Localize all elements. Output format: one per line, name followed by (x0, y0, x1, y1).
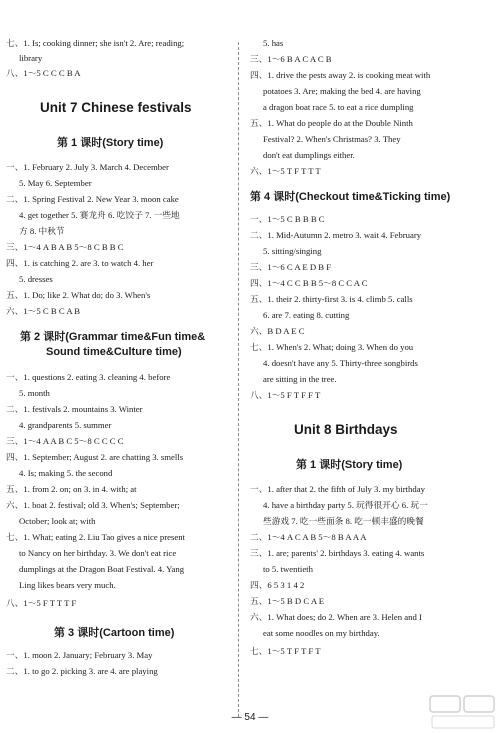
answer-line: library (19, 53, 43, 63)
answer-line: 三、1. are; parents' 2. birthdays 3. eating 4. wants (250, 548, 425, 558)
answer-line: 二、1. Mid-Autumn 2. metro 3. wait 4. February (250, 230, 422, 240)
answer-line: 二、1. Spring Festival 2. New Year 3. moon cake (6, 194, 179, 204)
answer-line: are sitting in the tree. (263, 374, 337, 384)
lesson-heading: 第 1 课时(Story time) (296, 459, 403, 471)
answer-line: 八、1～5 C C C B A (6, 68, 81, 78)
lesson-heading: 第 1 课时(Story time) (57, 137, 164, 149)
answer-line: 三、1～6 B A C A C B (250, 54, 332, 64)
answer-line: October; look at; with (19, 516, 96, 526)
page-number: — 54 — (231, 712, 269, 723)
answer-line: 一、1～5 C B B B C (250, 214, 325, 224)
answer-line: 四、1. is catching 2. are 3. to watch 4. her (6, 258, 154, 268)
answer-line: 六、1. boat 2. festival; old 3. When's; September; (6, 500, 180, 510)
answer-line: 5. May 6. September (19, 178, 92, 188)
answer-line: 些游戏 7. 吃一些面条 8. 吃一顿丰盛的晚餐 (263, 516, 424, 526)
answer-line: 五、1. Do; like 2. What do; do 3. When's (6, 290, 151, 300)
answer-line: 4. Is; making 5. the second (19, 468, 113, 478)
unit-title: Unit 7 Chinese festivals (40, 100, 192, 115)
answer-line: 八、1～5 F T T T F (6, 598, 77, 608)
answer-line: 一、1. after that 2. the fifth of July 3. my birthday (250, 484, 425, 494)
answer-line: 4. have a birthday party 5. 玩得很开心 6. 玩一 (263, 500, 428, 510)
answer-line: 三、1～4 A A B C 5～8 C C C C (6, 436, 124, 446)
answer-line: 四、1. September; August 2. are chatting 3. smells (6, 452, 184, 462)
answer-line: a dragon boat race 5. to eat a rice dumpling (263, 102, 414, 112)
answer-line: 二、1. festivals 2. mountains 3. Winter (6, 404, 143, 414)
answer-line: 4. get together 5. 赛龙舟 6. 吃饺子 7. 一些地 (19, 210, 180, 220)
lesson-heading: 第 2 课时(Grammar time&Fun time& (20, 331, 206, 343)
answer-line: 5. has (263, 38, 284, 48)
answer-line: 四、1～4 C C B B 5～8 C C A C (250, 278, 368, 288)
answer-line: 6. are 7. eating 8. cutting (263, 310, 350, 320)
answer-line: 5. sitting/singing (263, 246, 322, 256)
answer-line: 五、1. their 2. thirty-first 3. is 4. climb 5. calls (250, 294, 413, 304)
answer-line: 四、6 5 3 1 4 2 (250, 580, 305, 590)
answer-line: 七、1～5 T F T F T (250, 646, 321, 656)
answer-line: 五、1. What do people do at the Double Ninth (250, 118, 413, 128)
answer-line: to Nancy on her birthday. 3. We don't eat rice (19, 548, 177, 558)
answer-line: 一、1. questions 2. eating 3. cleaning 4. before (6, 372, 171, 382)
answer-line: 八、1～5 F T F F T (250, 390, 321, 400)
answer-line: 五、1. from 2. on; on 3. in 4. with; at (6, 484, 137, 494)
answer-line: 4. doesn't have any 5. Thirty-three songbirds (263, 358, 418, 368)
answer-line: 4. grandparents 5. summer (19, 420, 112, 430)
lesson-heading: 第 3 课时(Cartoon time) (54, 627, 175, 639)
answer-line: 三、1～4 A B A B 5～8 C B B C (6, 242, 124, 252)
answer-line: Ling likes bears very much. (19, 580, 116, 590)
answer-line: 二、1. to go 2. picking 3. are 4. are playing (6, 666, 158, 676)
answer-line: 一、1. moon 2. January; February 3. May (6, 650, 153, 660)
column-divider (238, 42, 239, 717)
answer-line: 5. dresses (19, 274, 53, 284)
answer-line: 四、1. drive the pests away 2. is cooking meat with (250, 70, 431, 80)
answer-line: 方 8. 中秋节 (19, 226, 65, 236)
answer-line: 六、1～5 C B C A B (6, 306, 81, 316)
answer-line: Festival? 2. When's Christmas? 3. They (263, 134, 401, 144)
answer-line: 七、1. Is; cooking dinner; she isn't 2. Are; reading; (6, 38, 185, 48)
answer-line: 5. month (19, 388, 50, 398)
answer-line: 二、1～4 A C A B 5～8 B A A A (250, 532, 367, 542)
answer-line: 五、1～5 B D C A E (250, 596, 325, 606)
watermark-logo-icon (428, 692, 498, 730)
answer-line: 六、1. What does; do 2. When are 3. Helen and I (250, 612, 422, 622)
answer-line: dumplings at the Dragon Boat Festival. 4. Yang (19, 564, 185, 574)
answer-line: potatoes 3. Are; making the bed 4. are having (263, 86, 421, 96)
answer-line: 三、1～6 C A E D B F (250, 262, 332, 272)
answer-line: 七、1. What; eating 2. Liu Tao gives a nice present (6, 532, 185, 542)
answer-line: to 5. twentieth (263, 564, 313, 574)
answer-line: don't eat dumplings either. (263, 150, 355, 160)
answer-line: 一、1. February 2. July 3. March 4. December (6, 162, 169, 172)
answer-line: 七、1. When's 2. What; doing 3. When do you (250, 342, 414, 352)
answer-line: 六、1～5 T F T T T (250, 166, 321, 176)
lesson-heading: 第 4 课时(Checkout time&Ticking time) (250, 191, 451, 203)
lesson-heading: Sound time&Culture time) (46, 346, 182, 358)
answer-line: 六、B D A E C (250, 326, 305, 336)
unit-title: Unit 8 Birthdays (294, 422, 398, 437)
answer-line: eat some noodles on my birthday. (263, 628, 380, 638)
